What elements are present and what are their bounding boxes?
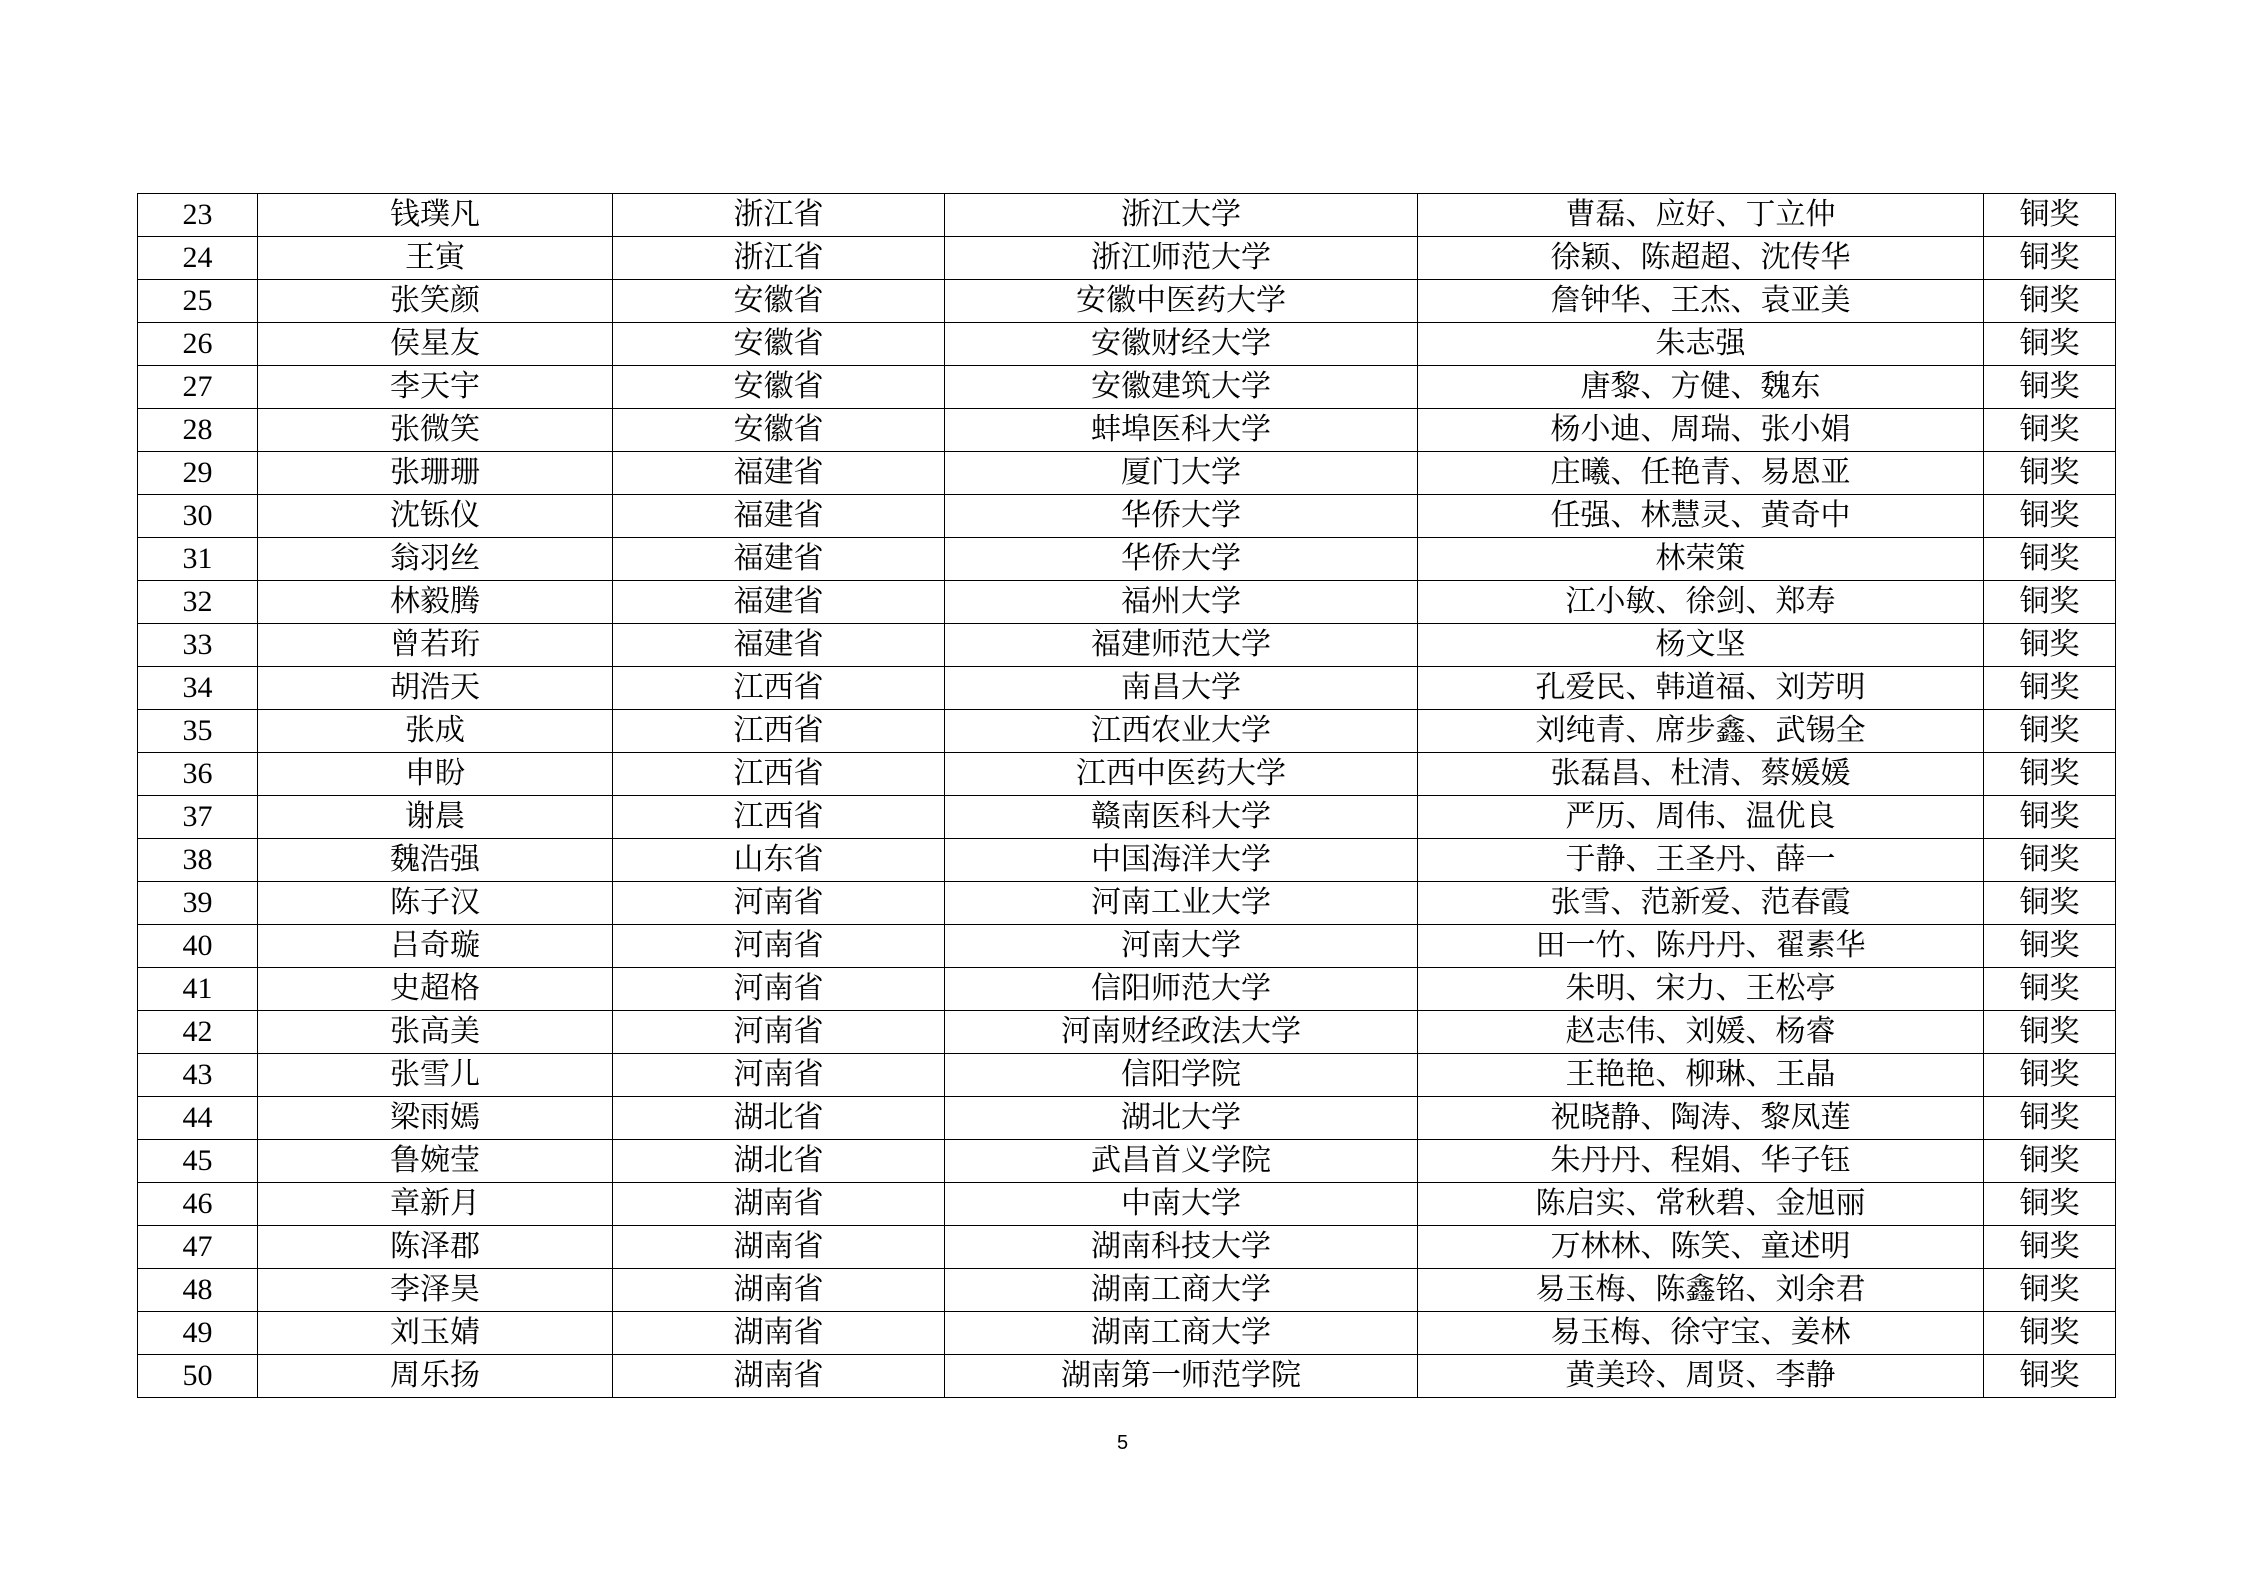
advisors-cell: 朱志强	[1418, 323, 1984, 366]
school-cell: 湖北大学	[945, 1097, 1418, 1140]
student-name-cell: 史超格	[258, 968, 613, 1011]
advisors-cell: 黄美玲、周贤、李静	[1418, 1355, 1984, 1398]
advisors-cell: 易玉梅、徐守宝、姜林	[1418, 1312, 1984, 1355]
table-row	[138, 280, 2116, 323]
student-name-cell: 周乐扬	[258, 1355, 613, 1398]
award-cell: 铜奖	[1984, 1011, 2116, 1054]
school-cell: 福州大学	[945, 581, 1418, 624]
advisors-cell: 庄曦、任艳青、易恩亚	[1418, 452, 1984, 495]
school-cell: 南昌大学	[945, 667, 1418, 710]
advisors-cell: 杨小迪、周瑞、张小娟	[1418, 409, 1984, 452]
row-number-cell: 23	[138, 194, 258, 237]
advisors-cell: 万林林、陈笑、童述明	[1418, 1226, 1984, 1269]
award-cell: 铜奖	[1984, 710, 2116, 753]
row-number-cell: 33	[138, 624, 258, 667]
award-cell: 铜奖	[1984, 624, 2116, 667]
award-cell: 铜奖	[1984, 1054, 2116, 1097]
school-cell: 河南大学	[945, 925, 1418, 968]
row-number-cell: 42	[138, 1011, 258, 1054]
advisors-cell: 祝晓静、陶涛、黎凤莲	[1418, 1097, 1984, 1140]
province-cell: 江西省	[613, 796, 945, 839]
row-number-cell: 28	[138, 409, 258, 452]
table-row	[138, 1226, 2116, 1269]
table-row	[138, 1183, 2116, 1226]
award-cell: 铜奖	[1984, 1269, 2116, 1312]
advisors-cell: 杨文坚	[1418, 624, 1984, 667]
advisors-cell: 詹钟华、王杰、袁亚美	[1418, 280, 1984, 323]
student-name-cell: 钱璞凡	[258, 194, 613, 237]
school-cell: 蚌埠医科大学	[945, 409, 1418, 452]
province-cell: 河南省	[613, 1011, 945, 1054]
student-name-cell: 章新月	[258, 1183, 613, 1226]
award-cell: 铜奖	[1984, 409, 2116, 452]
award-cell: 铜奖	[1984, 1140, 2116, 1183]
row-number-cell: 31	[138, 538, 258, 581]
school-cell: 湖南第一师范学院	[945, 1355, 1418, 1398]
row-number-cell: 45	[138, 1140, 258, 1183]
school-cell: 河南工业大学	[945, 882, 1418, 925]
student-name-cell: 鲁婉莹	[258, 1140, 613, 1183]
table-row	[138, 1355, 2116, 1398]
student-name-cell: 张成	[258, 710, 613, 753]
student-name-cell: 陈泽郡	[258, 1226, 613, 1269]
award-cell: 铜奖	[1984, 1183, 2116, 1226]
table-row	[138, 796, 2116, 839]
province-cell: 河南省	[613, 925, 945, 968]
row-number-cell: 30	[138, 495, 258, 538]
award-cell: 铜奖	[1984, 1312, 2116, 1355]
row-number-cell: 37	[138, 796, 258, 839]
award-cell: 铜奖	[1984, 968, 2116, 1011]
school-cell: 安徽中医药大学	[945, 280, 1418, 323]
advisors-cell: 田一竹、陈丹丹、翟素华	[1418, 925, 1984, 968]
school-cell: 中国海洋大学	[945, 839, 1418, 882]
row-number-cell: 25	[138, 280, 258, 323]
province-cell: 江西省	[613, 753, 945, 796]
student-name-cell: 陈子汉	[258, 882, 613, 925]
table-row	[138, 753, 2116, 796]
table-row	[138, 1054, 2116, 1097]
advisors-cell: 易玉梅、陈鑫铭、刘余君	[1418, 1269, 1984, 1312]
award-cell: 铜奖	[1984, 538, 2116, 581]
page-number: 5	[1116, 1432, 1129, 1454]
province-cell: 河南省	[613, 1054, 945, 1097]
school-cell: 湖南科技大学	[945, 1226, 1418, 1269]
table-row	[138, 925, 2116, 968]
province-cell: 山东省	[613, 839, 945, 882]
province-cell: 湖南省	[613, 1269, 945, 1312]
advisors-cell: 刘纯青、席步鑫、武锡全	[1418, 710, 1984, 753]
province-cell: 江西省	[613, 667, 945, 710]
row-number-cell: 34	[138, 667, 258, 710]
advisors-cell: 徐颖、陈超超、沈传华	[1418, 237, 1984, 280]
table-row	[138, 237, 2116, 280]
row-number-cell: 38	[138, 839, 258, 882]
student-name-cell: 申盼	[258, 753, 613, 796]
row-number-cell: 43	[138, 1054, 258, 1097]
advisors-cell: 陈启实、常秋碧、金旭丽	[1418, 1183, 1984, 1226]
award-cell: 铜奖	[1984, 194, 2116, 237]
school-cell: 江西农业大学	[945, 710, 1418, 753]
student-name-cell: 曾若珩	[258, 624, 613, 667]
province-cell: 湖南省	[613, 1226, 945, 1269]
table-row	[138, 882, 2116, 925]
table-row	[138, 968, 2116, 1011]
school-cell: 福建师范大学	[945, 624, 1418, 667]
school-cell: 湖南工商大学	[945, 1312, 1418, 1355]
table-row	[138, 710, 2116, 753]
award-cell: 铜奖	[1984, 667, 2116, 710]
table-row	[138, 1011, 2116, 1054]
province-cell: 湖南省	[613, 1355, 945, 1398]
province-cell: 福建省	[613, 538, 945, 581]
student-name-cell: 王寅	[258, 237, 613, 280]
student-name-cell: 魏浩强	[258, 839, 613, 882]
advisors-cell: 赵志伟、刘媛、杨睿	[1418, 1011, 1984, 1054]
student-name-cell: 沈铄仪	[258, 495, 613, 538]
province-cell: 湖南省	[613, 1183, 945, 1226]
award-cell: 铜奖	[1984, 1226, 2116, 1269]
row-number-cell: 27	[138, 366, 258, 409]
school-cell: 中南大学	[945, 1183, 1418, 1226]
row-number-cell: 24	[138, 237, 258, 280]
table-row	[138, 366, 2116, 409]
province-cell: 福建省	[613, 452, 945, 495]
school-cell: 浙江师范大学	[945, 237, 1418, 280]
advisors-cell: 朱明、宋力、王松亭	[1418, 968, 1984, 1011]
school-cell: 厦门大学	[945, 452, 1418, 495]
table-row	[138, 495, 2116, 538]
award-cell: 铜奖	[1984, 925, 2116, 968]
student-name-cell: 李泽昊	[258, 1269, 613, 1312]
school-cell: 安徽财经大学	[945, 323, 1418, 366]
school-cell: 信阳学院	[945, 1054, 1418, 1097]
award-cell: 铜奖	[1984, 366, 2116, 409]
advisors-cell: 张磊昌、杜清、蔡媛媛	[1418, 753, 1984, 796]
province-cell: 浙江省	[613, 237, 945, 280]
table-row	[138, 624, 2116, 667]
province-cell: 湖南省	[613, 1312, 945, 1355]
row-number-cell: 44	[138, 1097, 258, 1140]
row-number-cell: 46	[138, 1183, 258, 1226]
award-cell: 铜奖	[1984, 280, 2116, 323]
award-cell: 铜奖	[1984, 323, 2116, 366]
student-name-cell: 张珊珊	[258, 452, 613, 495]
student-name-cell: 胡浩天	[258, 667, 613, 710]
advisors-cell: 严历、周伟、温优良	[1418, 796, 1984, 839]
province-cell: 湖北省	[613, 1140, 945, 1183]
table-row	[138, 452, 2116, 495]
table-row	[138, 1140, 2116, 1183]
award-cell: 铜奖	[1984, 796, 2116, 839]
province-cell: 福建省	[613, 581, 945, 624]
school-cell: 湖南工商大学	[945, 1269, 1418, 1312]
table-row	[138, 323, 2116, 366]
advisors-cell: 朱丹丹、程娟、华子钰	[1418, 1140, 1984, 1183]
school-cell: 华侨大学	[945, 495, 1418, 538]
province-cell: 浙江省	[613, 194, 945, 237]
row-number-cell: 50	[138, 1355, 258, 1398]
province-cell: 江西省	[613, 710, 945, 753]
advisors-cell: 江小敏、徐剑、郑寿	[1418, 581, 1984, 624]
province-cell: 福建省	[613, 495, 945, 538]
award-cell: 铜奖	[1984, 495, 2116, 538]
table-row	[138, 1312, 2116, 1355]
province-cell: 福建省	[613, 624, 945, 667]
student-name-cell: 刘玉婧	[258, 1312, 613, 1355]
advisors-cell: 任强、林慧灵、黄奇中	[1418, 495, 1984, 538]
school-cell: 信阳师范大学	[945, 968, 1418, 1011]
row-number-cell: 47	[138, 1226, 258, 1269]
table-row	[138, 1269, 2116, 1312]
advisors-cell: 唐黎、方健、魏东	[1418, 366, 1984, 409]
award-table-body	[138, 194, 2116, 1398]
table-row	[138, 839, 2116, 882]
advisors-cell: 曹磊、应好、丁立仲	[1418, 194, 1984, 237]
row-number-cell: 36	[138, 753, 258, 796]
award-cell: 铜奖	[1984, 1355, 2116, 1398]
student-name-cell: 谢晨	[258, 796, 613, 839]
award-cell: 铜奖	[1984, 839, 2116, 882]
table-row	[138, 1097, 2116, 1140]
row-number-cell: 32	[138, 581, 258, 624]
award-cell: 铜奖	[1984, 753, 2116, 796]
award-cell: 铜奖	[1984, 1097, 2116, 1140]
row-number-cell: 49	[138, 1312, 258, 1355]
school-cell: 武昌首义学院	[945, 1140, 1418, 1183]
advisors-cell: 林荣策	[1418, 538, 1984, 581]
student-name-cell: 侯星友	[258, 323, 613, 366]
province-cell: 安徽省	[613, 409, 945, 452]
row-number-cell: 41	[138, 968, 258, 1011]
award-cell: 铜奖	[1984, 882, 2116, 925]
province-cell: 河南省	[613, 968, 945, 1011]
student-name-cell: 吕奇璇	[258, 925, 613, 968]
school-cell: 江西中医药大学	[945, 753, 1418, 796]
row-number-cell: 35	[138, 710, 258, 753]
school-cell: 河南财经政法大学	[945, 1011, 1418, 1054]
student-name-cell: 张雪儿	[258, 1054, 613, 1097]
province-cell: 安徽省	[613, 323, 945, 366]
advisors-cell: 王艳艳、柳琳、王晶	[1418, 1054, 1984, 1097]
school-cell: 华侨大学	[945, 538, 1418, 581]
province-cell: 河南省	[613, 882, 945, 925]
row-number-cell: 26	[138, 323, 258, 366]
student-name-cell: 张微笑	[258, 409, 613, 452]
row-number-cell: 40	[138, 925, 258, 968]
province-cell: 安徽省	[613, 280, 945, 323]
student-name-cell: 张高美	[258, 1011, 613, 1054]
award-table	[137, 193, 2116, 1398]
school-cell: 安徽建筑大学	[945, 366, 1418, 409]
advisors-cell: 于静、王圣丹、薛一	[1418, 839, 1984, 882]
award-cell: 铜奖	[1984, 237, 2116, 280]
table-row	[138, 194, 2116, 237]
advisors-cell: 张雪、范新爱、范春霞	[1418, 882, 1984, 925]
school-cell: 赣南医科大学	[945, 796, 1418, 839]
award-cell: 铜奖	[1984, 452, 2116, 495]
table-row	[138, 581, 2116, 624]
student-name-cell: 翁羽丝	[258, 538, 613, 581]
table-row	[138, 667, 2116, 710]
student-name-cell: 林毅腾	[258, 581, 613, 624]
row-number-cell: 48	[138, 1269, 258, 1312]
student-name-cell: 李天宇	[258, 366, 613, 409]
award-cell: 铜奖	[1984, 581, 2116, 624]
table-row	[138, 409, 2116, 452]
row-number-cell: 39	[138, 882, 258, 925]
school-cell: 浙江大学	[945, 194, 1418, 237]
advisors-cell: 孔爱民、韩道福、刘芳明	[1418, 667, 1984, 710]
province-cell: 安徽省	[613, 366, 945, 409]
row-number-cell: 29	[138, 452, 258, 495]
province-cell: 湖北省	[613, 1097, 945, 1140]
student-name-cell: 梁雨嫣	[258, 1097, 613, 1140]
student-name-cell: 张笑颜	[258, 280, 613, 323]
table-row	[138, 538, 2116, 581]
